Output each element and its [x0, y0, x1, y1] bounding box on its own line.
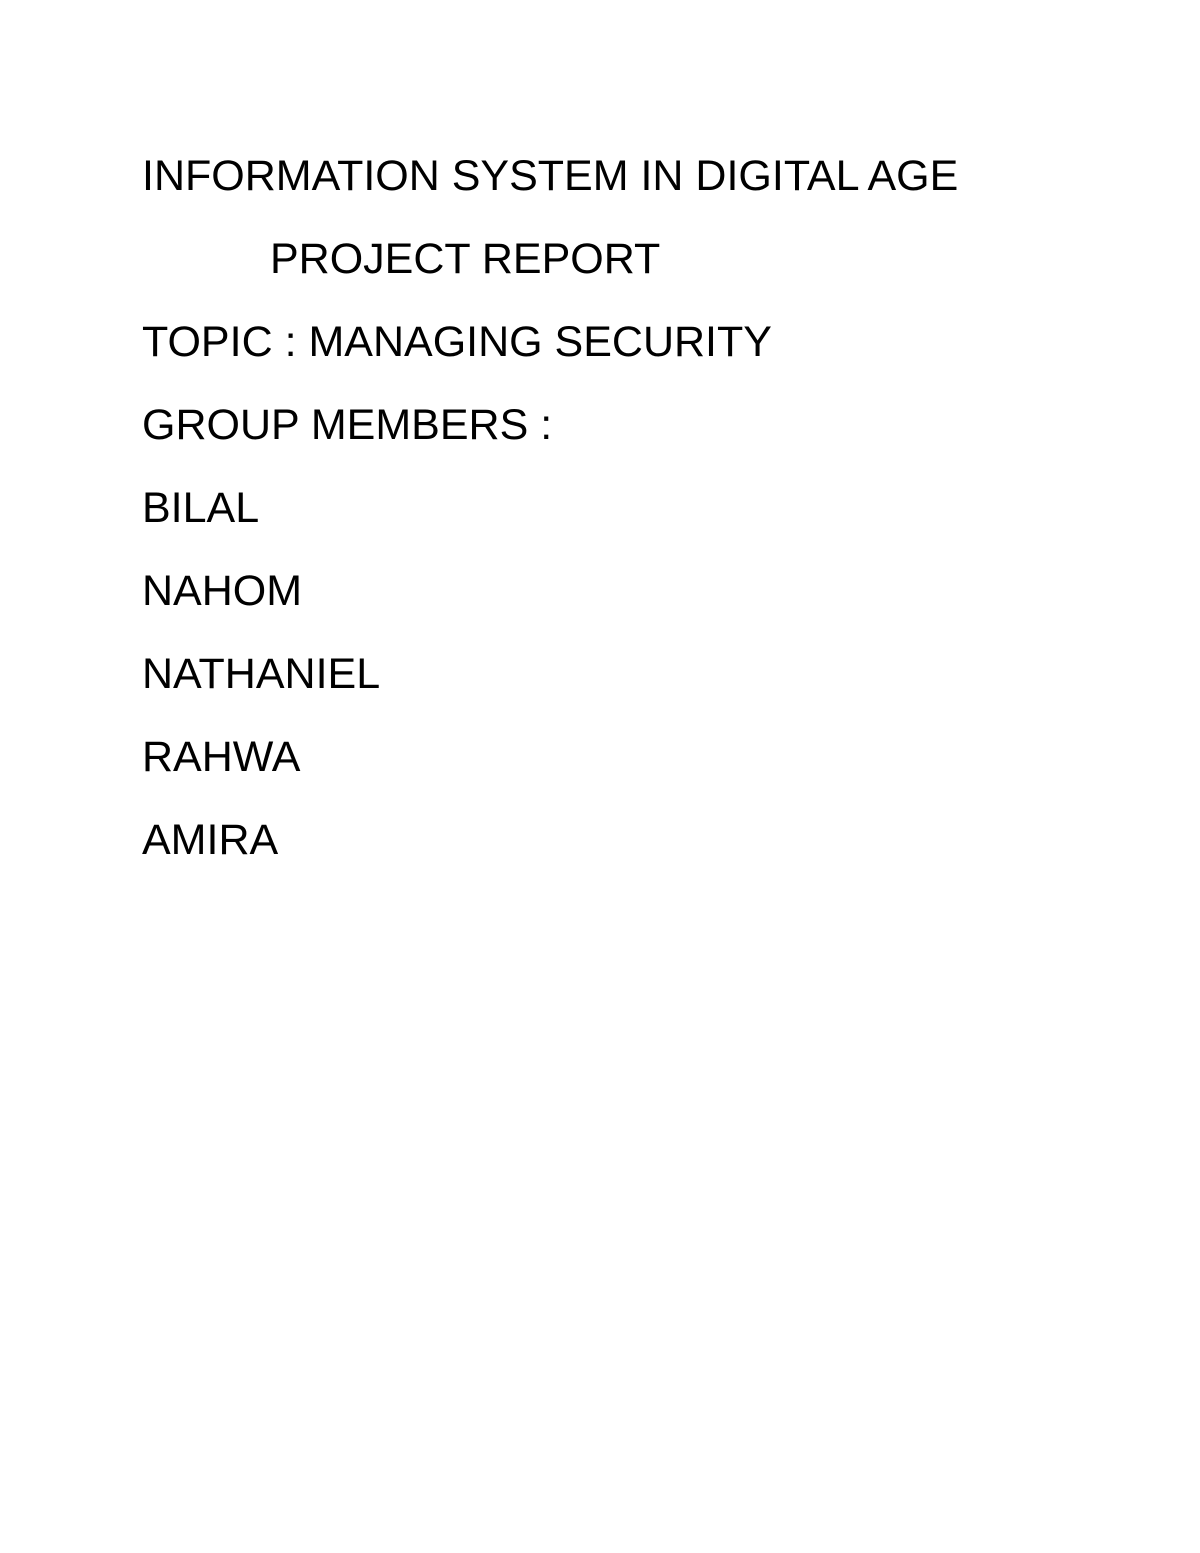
- member-name: BILAL: [142, 484, 260, 532]
- topic-line: TOPIC : MANAGING SECURITY: [142, 318, 772, 366]
- report-subtitle: PROJECT REPORT: [270, 235, 661, 283]
- member-name: RAHWA: [142, 733, 301, 781]
- member-name: NAHOM: [142, 567, 303, 615]
- member-name: NATHANIEL: [142, 650, 381, 698]
- group-members-heading: GROUP MEMBERS :: [142, 401, 553, 449]
- document-title: INFORMATION SYSTEM IN DIGITAL AGE: [142, 152, 959, 200]
- member-list: [142, 482, 380, 897]
- member-name: AMIRA: [142, 816, 279, 864]
